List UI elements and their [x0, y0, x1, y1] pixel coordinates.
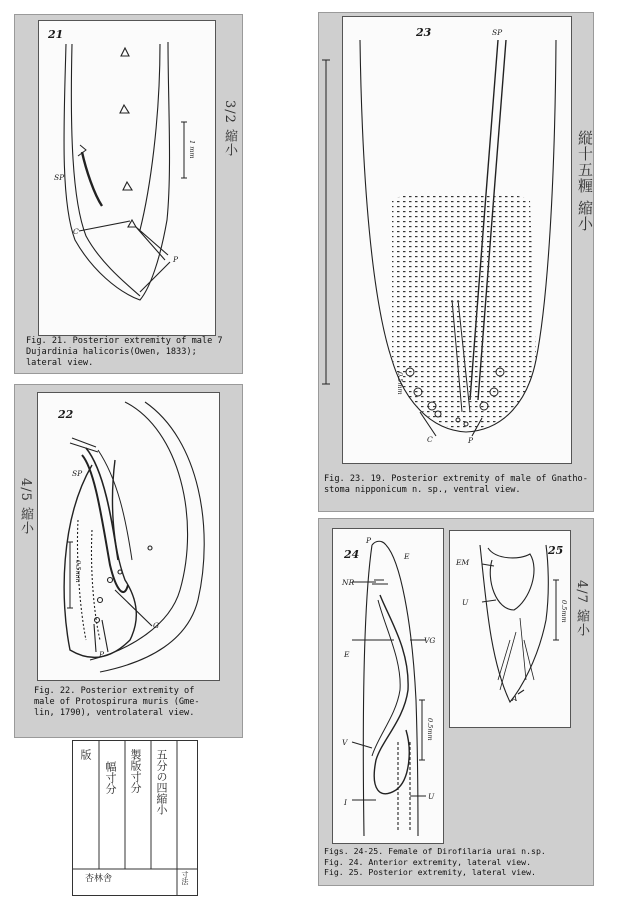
- reduction-note: 3/2 縮小: [222, 100, 237, 158]
- caption-line: male of Protospirura muris (Gme-: [34, 697, 200, 707]
- label-sp: SP: [492, 28, 503, 37]
- figure-21-number: 21: [48, 28, 64, 41]
- stamp-plate: 版: [79, 749, 92, 760]
- label-p: P: [99, 650, 105, 659]
- caption-line: lin, 1790), ventrolateral view.: [34, 708, 195, 718]
- caption-line: stoma nipponicum n. sp., ventral view.: [324, 485, 521, 495]
- figure-24-25-caption: [324, 846, 546, 878]
- caption-line: Figs. 24-25. Female of Dirofilaria urai n.sp.: [324, 846, 546, 856]
- label-p: P: [468, 436, 474, 445]
- caption-line: Fig. 24. Anterior extremity, lateral view.: [324, 856, 532, 867]
- figure-22-number: 22: [58, 408, 74, 421]
- reduction-note: 4/7 縮小: [574, 580, 589, 638]
- figure-23-number: 23: [416, 26, 432, 39]
- label-u: U: [428, 792, 435, 801]
- scale-label: 1 mm: [188, 140, 196, 159]
- caption-line: Dujardinia halicoris(Owen, 1833);: [26, 347, 197, 357]
- label-e: E: [344, 650, 350, 659]
- caption-line: Fig. 25. Posterior extremity, lateral view.: [324, 867, 536, 877]
- scale-label: 0.5mm: [74, 560, 82, 583]
- label-i: I: [344, 798, 347, 807]
- label-e: E: [404, 552, 410, 561]
- stamp-width: 幅寸分: [104, 761, 117, 794]
- label-p: P: [173, 255, 179, 264]
- label-sp: SP: [54, 173, 65, 182]
- label-sp: SP: [72, 469, 83, 478]
- figure-24-number: 24: [344, 548, 360, 561]
- caption-line: lateral view.: [26, 358, 94, 368]
- stamp-plate-size: 製版寸分: [129, 749, 142, 793]
- label-nr: NR: [342, 578, 355, 587]
- label-c: C: [427, 435, 433, 444]
- reduction-note: 4/5 縮小: [18, 478, 33, 536]
- stamp-publisher: 杏林舎: [85, 874, 113, 884]
- label-u: U: [462, 598, 469, 607]
- label-vg: VG: [424, 636, 436, 645]
- caption-line: Fig. 21. Posterior extremity of male 7: [26, 336, 223, 346]
- label-v: V: [342, 738, 348, 747]
- stamp-side: 寸法: [181, 871, 189, 885]
- label-a: A: [512, 694, 518, 703]
- label-p: P: [366, 536, 372, 545]
- label-em: EM: [456, 558, 470, 567]
- scale-label: 0.5mm: [396, 372, 404, 395]
- label-c: C: [73, 227, 79, 236]
- label-g: G: [153, 621, 159, 630]
- scale-label: 0.5mm: [560, 600, 568, 623]
- caption-line: Fig. 22. Posterior extremity of: [34, 686, 195, 696]
- figure-25-number: 25: [548, 544, 564, 557]
- scale-label: 0.5mm: [426, 718, 434, 741]
- caption-line: Fig. 23. 19. Posterior extremity of male of Gnatho-: [324, 474, 588, 484]
- reduction-note: 縦十五糎 縮小: [576, 130, 594, 232]
- stamp-reduction: 五分の四縮小: [155, 749, 168, 815]
